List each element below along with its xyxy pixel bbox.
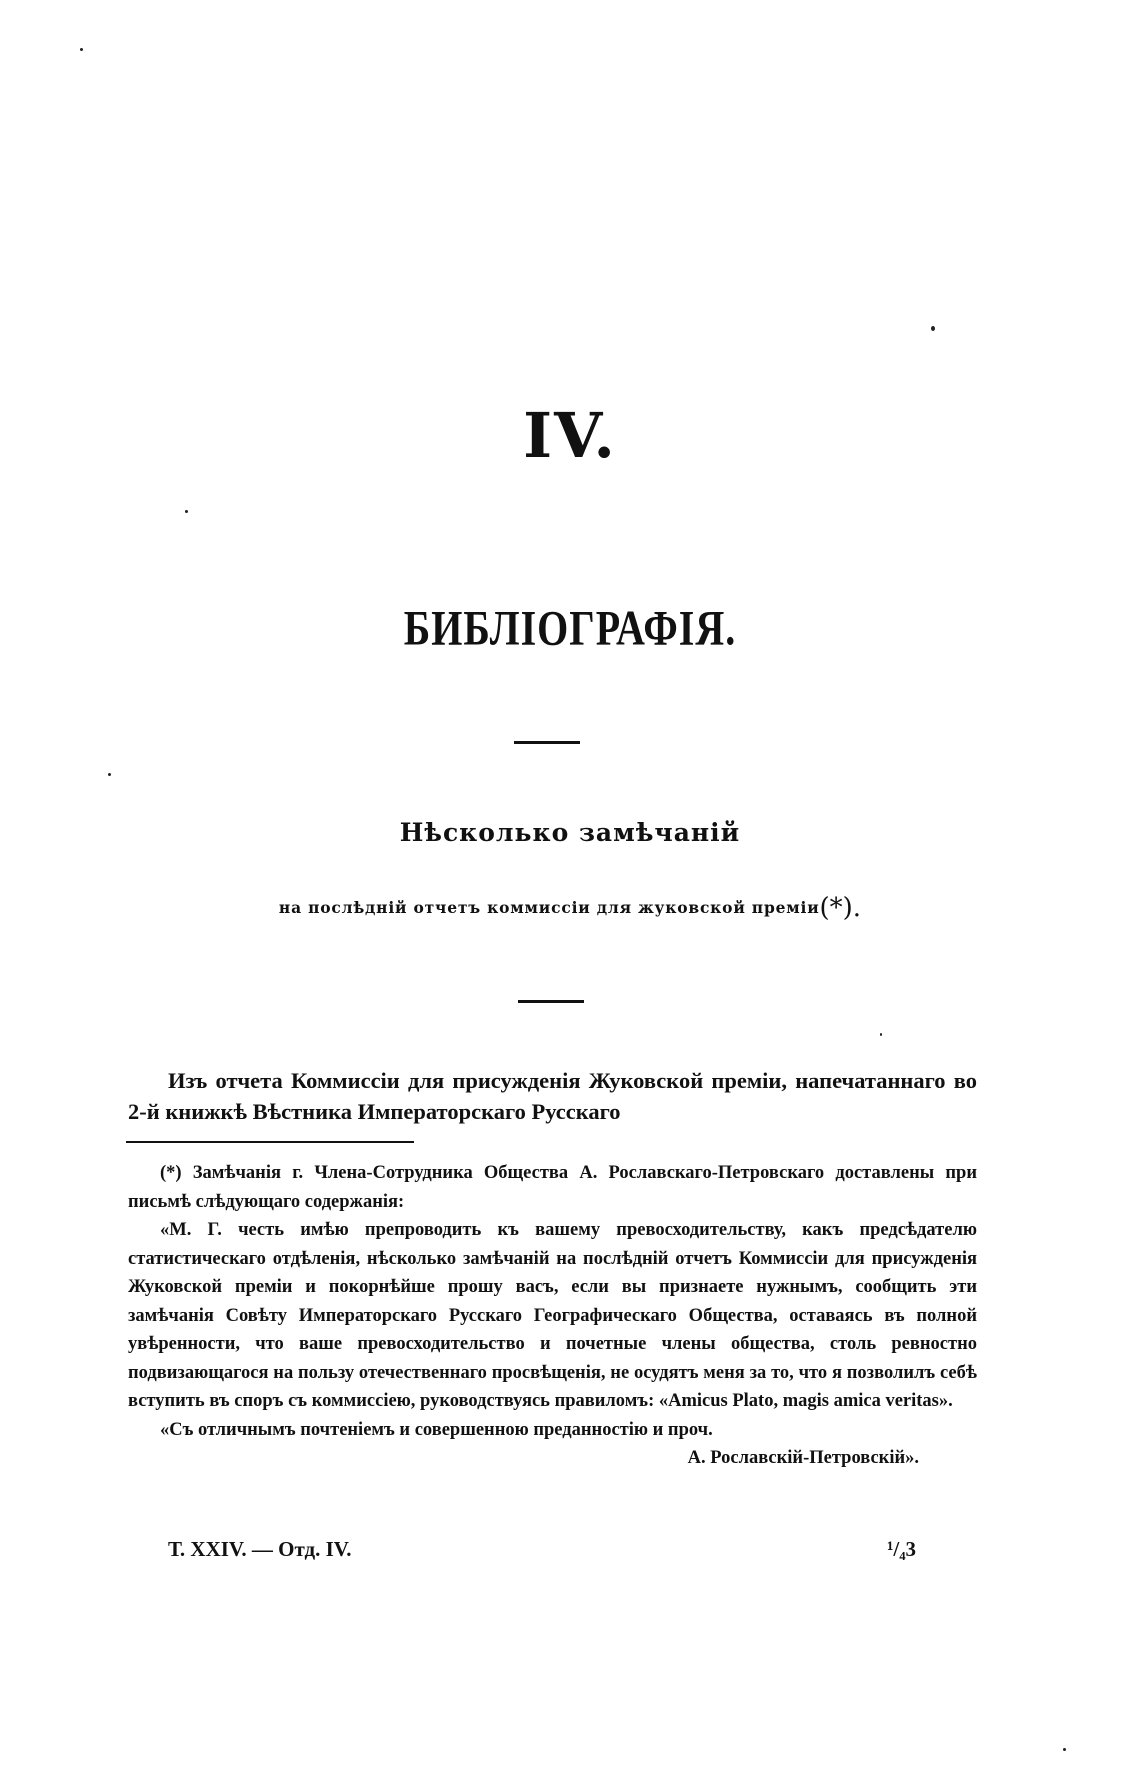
footnote-letter: «М. Г. честь имѣю препроводить къ вашему превосходительству, какъ предсѣдателю статистическаго отдѣленiя, нѣсколько замѣчанiй на послѣднiй отчетъ Коммиссiи для присужденiя Жуковской премiи и покорнѣйше прошу васъ, если вы признаете нужнымъ, сообщить эти замѣчанiя Совѣту Императорскаго Русскаго Географическаго Общества, оставаясь въ полной увѣренности, что ваше превосходительство и почетные члены общества, столь ревностно подвизающагося на пользу отечественнаго просвѣщенiя, не осудятъ меня за то, что я позволилъ себѣ вступить въ споръ съ коммиссiею, руководствуясь правиломъ: «Amicus Plato, magis amica veritas». [128,1220,977,1411]
volume-mark: Т. XXIV. — Отд. IV. [168,1537,352,1561]
footnote-signature: А. Рославскiй-Петровскiй». [687,1448,919,1468]
article-title: Нѣсколько замѣчанiй [399,818,741,847]
scan-speck [1063,1748,1066,1751]
footnote-rule [126,1141,414,1143]
scan-speck [931,326,935,331]
divider [514,741,580,744]
scan-speck [80,48,83,51]
divider [518,1000,584,1003]
footnote-mark: (*). [819,893,862,923]
article-subtitle-text: на послѣднiй отчетъ коммиссiи для жуковской премiи [278,898,820,917]
footnote-closing: «Съ отличнымъ почтенiемъ и совершенною преданностiю и проч. [160,1419,713,1440]
body-text [128,1065,977,1127]
sheet-signature: ¹/₄3 [887,1537,916,1561]
footnote-intro: (*) Замѣчанiя г. Члена-Сотрудника Общества А. Рославскаго-Петровскаго доставлены при письмѣ слѣдующаго содержанiя: [128,1163,977,1212]
scan-speck [185,510,188,513]
section-title: БИБЛIОГРАФIЯ. [403,599,737,656]
article-subtitle [0,895,1140,921]
section-number: IV. [523,399,617,472]
scan-speck [108,773,111,776]
body-paragraph: Изъ отчета Коммиссiи для присужденiя Жуковской премiи, напечатаннаго во 2-й книжкѣ Вѣстника Императорскаго Русскаго [128,1068,977,1124]
scan-speck [880,1033,882,1036]
footnote [128,1159,977,1473]
